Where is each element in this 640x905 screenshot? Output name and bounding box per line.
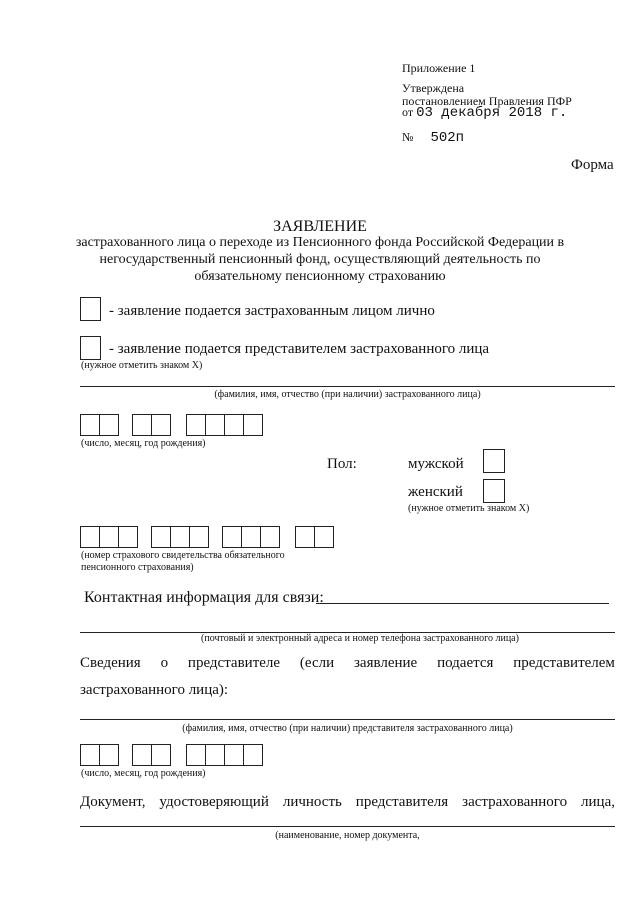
doc-word: удостоверяющий: [159, 794, 269, 810]
dob-cell[interactable]: [243, 414, 263, 436]
option-personal-label: - заявление подается застрахованным лицом лично: [109, 303, 435, 319]
resolution-number: [402, 131, 464, 145]
doc-word: Документ,: [80, 794, 146, 810]
dob-cell[interactable]: [205, 414, 225, 436]
date-prefix: от: [402, 105, 414, 119]
option-representative-checkbox[interactable]: [80, 336, 101, 360]
intro-word: Сведения: [80, 655, 141, 671]
title-line-2: негосударственный пенсионный фонд, осуществляющий деятельность по: [99, 252, 541, 267]
doc-word: представителя: [355, 794, 449, 810]
intro-word: подается: [437, 655, 494, 671]
dob-cell[interactable]: [224, 414, 244, 436]
dob-cell[interactable]: [132, 414, 152, 436]
rep-dob-cell[interactable]: [99, 744, 119, 766]
contact-label: Контактная информация для связи:: [84, 589, 324, 606]
gender-label: Пол:: [327, 456, 357, 472]
representative-document-input-line[interactable]: [80, 826, 615, 827]
submission-note: (нужное отметить знаком Х): [81, 360, 203, 371]
option-personal-checkbox[interactable]: [80, 297, 101, 321]
snils-cell[interactable]: [99, 526, 119, 548]
rep-dob-cell[interactable]: [151, 744, 171, 766]
dob-caption: (число, месяц, год рождения): [81, 438, 206, 449]
snils-caption-line-1: (номер страхового свидетельства обязательного: [81, 550, 285, 561]
rep-dob-month-cells[interactable]: [132, 744, 170, 766]
rep-dob-cell[interactable]: [80, 744, 100, 766]
resolution-date: [402, 106, 567, 120]
contact-input-line[interactable]: [316, 603, 609, 604]
snils-cell[interactable]: [222, 526, 242, 548]
representative-fio-line[interactable]: [80, 719, 615, 720]
option-representative-label: - заявление подается представителем застрахованного лица: [109, 341, 490, 357]
intro-word: (если: [299, 655, 335, 671]
representative-document-caption: (наименование, номер документа,: [275, 830, 420, 841]
snils-cell[interactable]: [295, 526, 315, 548]
dob-year-cells[interactable]: [186, 414, 262, 436]
representative-intro-line-2: застрахованного лица):: [80, 682, 229, 698]
gender-female-checkbox[interactable]: [483, 479, 505, 503]
snils-cell[interactable]: [80, 526, 100, 548]
snils-cell[interactable]: [260, 526, 280, 548]
rep-dob-cell[interactable]: [186, 744, 206, 766]
intro-word: представителе: [187, 655, 281, 671]
fio-caption: (фамилия, имя, отчество (при наличии) застрахованного лица): [214, 389, 481, 400]
form-label: Форма: [571, 157, 614, 173]
snils-group-2[interactable]: [151, 526, 208, 548]
intro-word: заявление: [353, 655, 418, 671]
rep-dob-cell[interactable]: [205, 744, 225, 766]
intro-word: о: [160, 655, 169, 671]
representative-document-line: [80, 794, 615, 811]
dob-cell[interactable]: [80, 414, 100, 436]
snils-cell[interactable]: [189, 526, 209, 548]
title-line-1: застрахованного лица о переходе из Пенсионного фонда Российской Федерации в: [75, 235, 565, 250]
number-value: 502п: [430, 130, 465, 146]
doc-word: личность: [282, 794, 342, 810]
dob-day-cells[interactable]: [80, 414, 118, 436]
snils-caption-line-2: пенсионного страхования): [81, 562, 194, 573]
rep-dob-cell[interactable]: [243, 744, 263, 766]
approved-label: Утверждена: [402, 81, 465, 95]
title-line-3: обязательному пенсионному страхованию: [194, 269, 446, 284]
rep-dob-day-cells[interactable]: [80, 744, 118, 766]
snils-cell[interactable]: [314, 526, 334, 548]
representative-fio-caption: (фамилия, имя, отчество (при наличии) представителя застрахованного лица): [182, 723, 513, 734]
snils-cell[interactable]: [241, 526, 261, 548]
gender-male-checkbox[interactable]: [483, 449, 505, 473]
fio-line[interactable]: [80, 386, 615, 387]
rep-dob-caption: (число, месяц, год рождения): [81, 768, 206, 779]
dob-cell[interactable]: [186, 414, 206, 436]
doc-word: застрахованного: [462, 794, 568, 810]
representative-intro-line-1: [80, 655, 615, 672]
rep-dob-year-cells[interactable]: [186, 744, 262, 766]
doc-word: лица,: [581, 794, 615, 810]
rep-dob-cell[interactable]: [224, 744, 244, 766]
date-value: 03 декабря 2018 г.: [416, 105, 568, 121]
snils-group-3[interactable]: [222, 526, 279, 548]
snils-cell[interactable]: [118, 526, 138, 548]
snils-group-1[interactable]: [80, 526, 137, 548]
resolution-label: постановлением Правления ПФР: [402, 94, 572, 108]
gender-female-label: женский: [408, 484, 463, 500]
rep-dob-cell[interactable]: [132, 744, 152, 766]
number-prefix: №: [402, 130, 414, 144]
snils-group-4[interactable]: [295, 526, 333, 548]
dob-month-cells[interactable]: [132, 414, 170, 436]
intro-word: представителем: [513, 655, 615, 671]
dob-cell[interactable]: [151, 414, 171, 436]
gender-male-label: мужской: [408, 456, 464, 472]
snils-cell[interactable]: [151, 526, 171, 548]
dob-cell[interactable]: [99, 414, 119, 436]
contact-caption: (почтовый и электронный адреса и номер телефона застрахованного лица): [201, 633, 519, 644]
snils-cell[interactable]: [170, 526, 190, 548]
gender-note: (нужное отметить знаком Х): [408, 503, 530, 514]
document-title: ЗАЯВЛЕНИЕ: [273, 218, 367, 235]
appendix-label: Приложение 1: [402, 61, 476, 75]
